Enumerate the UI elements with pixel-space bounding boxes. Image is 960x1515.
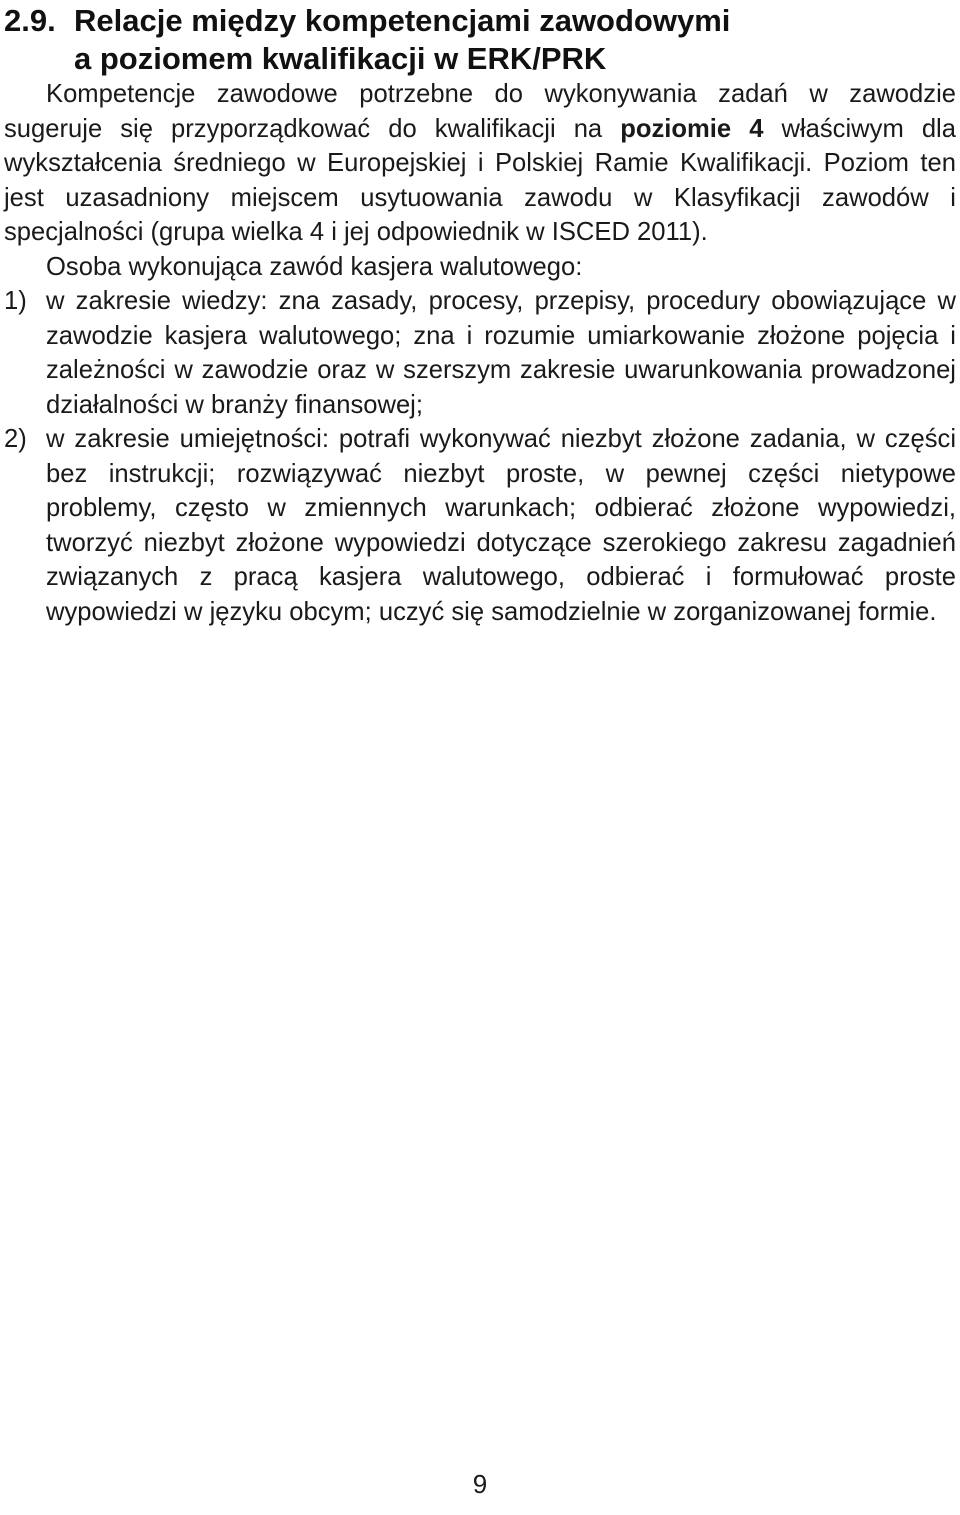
list-item-skills [4,422,956,629]
list-text: w zakresie wiedzy: zna zasady, procesy, przepisy, procedury obowiązujące w zawodzie kasjera walutowego; zna i rozumie umiarkowanie złożone pojęcia i zależności w zawodzie oraz w szerszym zakresie uwarunkowania prowadzonej działalności w branży finansowej; [46,287,956,419]
list-number: 1) [4,287,27,315]
paragraph-qualification-level [4,77,956,250]
page-number: 9 [472,1469,488,1499]
list-number: 2) [4,425,27,453]
paragraph-1-part-1: Kompetencje zawodowe potrzebne do wykonywania zadań w zawodzie sugeruje się przyporządkować do kwalifikacji na [4,80,956,143]
paragraph-1-bold-level: poziomie 4 [620,114,764,143]
paragraph-person-intro: Osoba wykonująca zawód kasjera walutowego: [46,252,583,281]
section-heading [4,2,944,78]
list-text: w zakresie umiejętności: potrafi wykonywać niezbyt złożone zadania, w części bez instrukcji; rozwiązywać niezbyt proste, w pewnej części nietypowe problemy, często w zmiennych warunkach; odbierać złożone wypowiedzi, tworzyć niezbyt złożone wypowiedzi dotyczące szerokiego zakresu zagadnień związanych z pracą kasjera walutowego, odbierać i formułować proste wypowiedzi w języku obcym; uczyć się samodzielnie w zorganizowanej formie. [46,425,956,626]
section-number: 2.9. [4,3,56,38]
body-text [4,77,956,629]
section-title-line-2: a poziomem kwalifikacji w ERK/PRK [74,41,607,76]
list-item-knowledge [4,284,956,422]
paragraph-1-part-2: właściwym dla wykształcenia średniego w Europejskiej i Polskiej Ramie Kwalifikacji. Poziom ten jest uzasadniony miejscem usytuowania zawodu w Klasyfikacji zawodów i specjalności (grupa wielka 4 i jej odpowiednik w ISCED 2011). [4,114,956,246]
section-title-line-1: Relacje między kompetencjami zawodowymi [74,3,731,38]
